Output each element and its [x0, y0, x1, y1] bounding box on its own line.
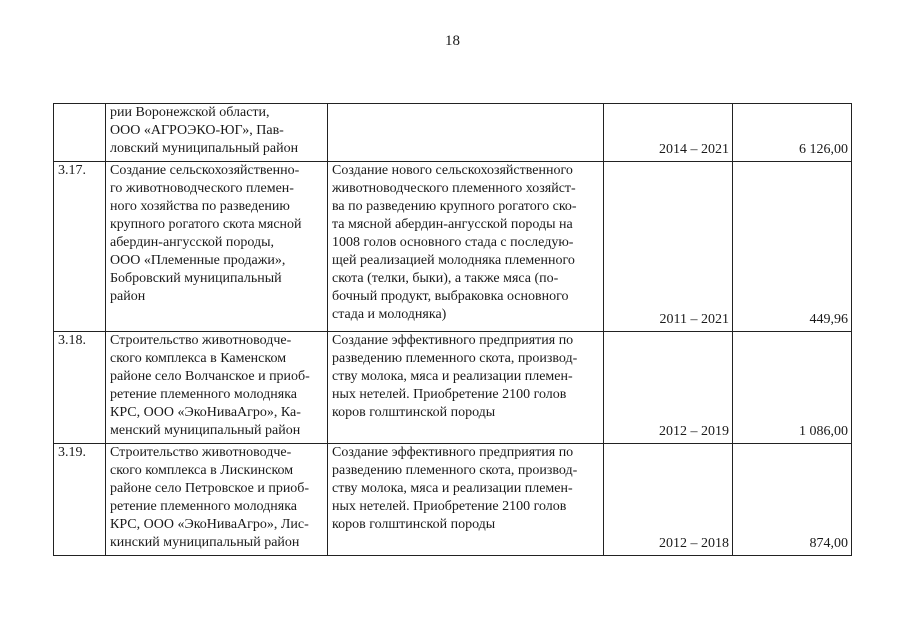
project-name: Строительство животноводче- ского комплекса в Каменском районе село Волчанское и приоб- ретение племенного молодняка КРС, ООО «ЭкоНиваАгро», Ка- менский муниципальный район: [110, 333, 310, 438]
table-row: [54, 444, 852, 556]
project-period: 2014 – 2021: [659, 142, 729, 157]
period-cell: [604, 332, 733, 444]
project-period: 2012 – 2018: [659, 536, 729, 551]
project-value: 874,00: [809, 536, 848, 551]
project-name-cell: [106, 104, 328, 162]
row-number-cell: [54, 444, 106, 556]
project-description: Создание нового сельскохозяйственного животноводческого племенного хозяйст- ва по разведению крупного рогатого ско- та мясной абердин-ангусской породы на 1008 голов основного стада с последую- щей реализацией молодняка племенного скота (телки, быки), а также мяса (по- бочный продукт, выбраковка основного стада и молодняка): [332, 163, 577, 322]
page-number: 18: [445, 33, 460, 49]
project-name-cell: [106, 162, 328, 332]
project-description-cell: [328, 104, 604, 162]
project-description: Создание эффективного предприятия по разведению племенного скота, производ- ству молока, мяса и реализации племен- ных нетелей. Приобретение 2100 голов коров голштинской породы: [332, 445, 578, 532]
project-name: Строительство животноводче- ского комплекса в Лискинском районе село Петровское и приоб- ретение племенного молодняка КРС, ООО «ЭкоНиваАгро», Лис- кинский муниципальный район: [110, 445, 310, 550]
project-description-cell: [328, 332, 604, 444]
row-number-cell: [54, 104, 106, 162]
project-name: Создание сельскохозяйственно- го животноводческого племен- ного хозяйства по разведению крупного рогатого скота мясной абердин-ангусской породы, ООО «Племенные продажи», Бобровский муниципальный район: [110, 163, 302, 304]
value-cell: [733, 444, 852, 556]
period-cell: [604, 444, 733, 556]
row-number: 3.17.: [58, 163, 86, 178]
project-value: 6 126,00: [799, 142, 848, 157]
row-number-cell: [54, 162, 106, 332]
period-cell: [604, 104, 733, 162]
table-row: [54, 104, 852, 162]
table-row: [54, 332, 852, 444]
row-number: 3.19.: [58, 445, 86, 460]
value-cell: [733, 162, 852, 332]
row-number-cell: [54, 332, 106, 444]
document-table: [53, 103, 852, 556]
value-cell: [733, 104, 852, 162]
project-period: 2012 – 2019: [659, 424, 729, 439]
project-description: Создание эффективного предприятия по разведению племенного скота, производ- ству молока, мяса и реализации племен- ных нетелей. Приобретение 2100 голов коров голштинской породы: [332, 333, 578, 420]
project-description-cell: [328, 162, 604, 332]
project-name: рии Воронежской области, ООО «АГРОЭКО-ЮГ», Пав- ловский муниципальный район: [110, 105, 299, 156]
project-period: 2011 – 2021: [659, 312, 729, 327]
project-value: 1 086,00: [799, 424, 848, 439]
period-cell: [604, 162, 733, 332]
project-name-cell: [106, 444, 328, 556]
table-row: [54, 162, 852, 332]
row-number: 3.18.: [58, 333, 86, 348]
project-value: 449,96: [809, 312, 848, 327]
project-name-cell: [106, 332, 328, 444]
value-cell: [733, 332, 852, 444]
project-description-cell: [328, 444, 604, 556]
